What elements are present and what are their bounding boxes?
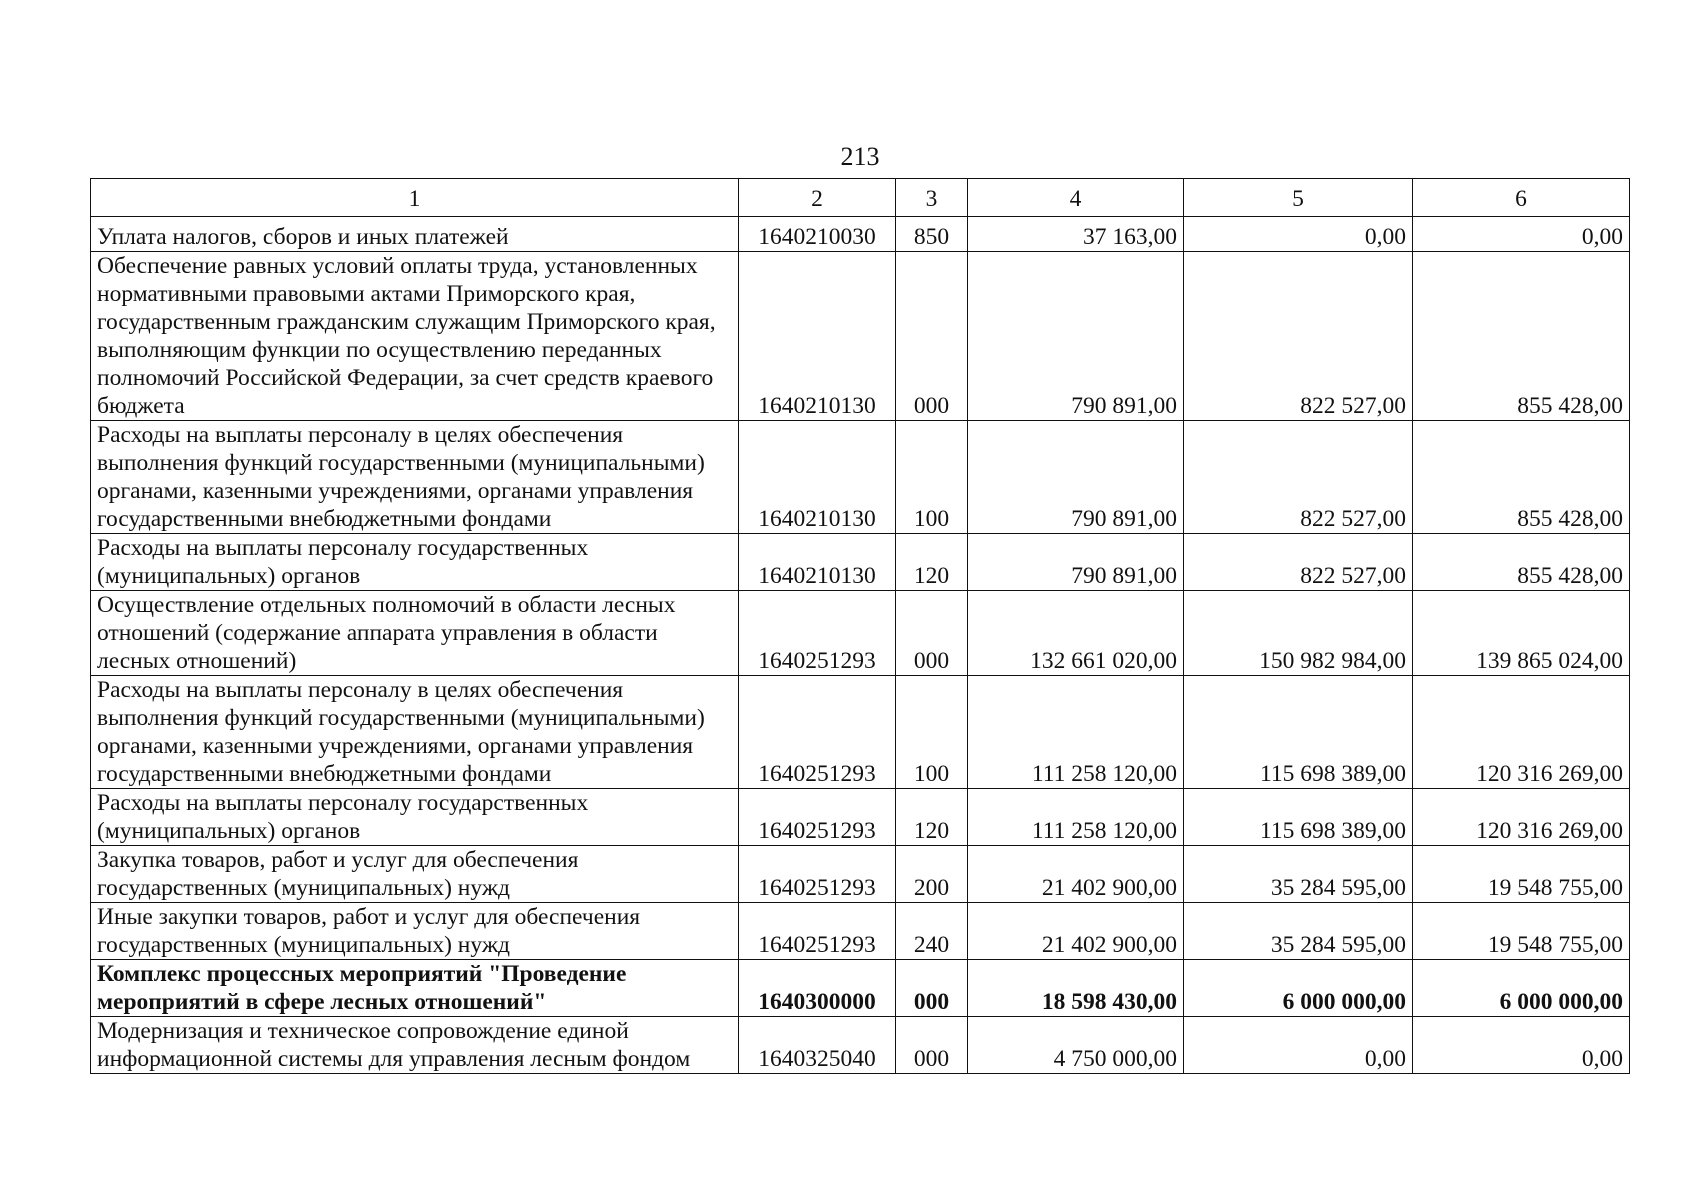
- row-code-cell: 1640251293: [739, 676, 896, 789]
- row-type-cell: 120: [896, 789, 968, 846]
- row-type-cell: 000: [896, 960, 968, 1017]
- column-header: 5: [1184, 179, 1413, 217]
- row-value-col6: 855 428,00: [1413, 534, 1630, 591]
- row-value-col6: 6 000 000,00: [1413, 960, 1630, 1017]
- table-row: [91, 676, 1630, 789]
- table-header-row: [91, 179, 1630, 217]
- row-value-col4: 18 598 430,00: [968, 960, 1184, 1017]
- row-value-col5: 822 527,00: [1184, 421, 1413, 534]
- row-value-col6: 0,00: [1413, 217, 1630, 252]
- row-value-col4: 4 750 000,00: [968, 1017, 1184, 1074]
- row-value-col5: 115 698 389,00: [1184, 789, 1413, 846]
- row-value-col4: 111 258 120,00: [968, 676, 1184, 789]
- row-type-cell: 000: [896, 252, 968, 421]
- row-value-col5: 822 527,00: [1184, 534, 1413, 591]
- row-value-col4: 21 402 900,00: [968, 846, 1184, 903]
- row-name-cell: Иные закупки товаров, работ и услуг для обеспечения государственных (муниципальных) нужд: [91, 903, 739, 960]
- row-value-col6: 120 316 269,00: [1413, 676, 1630, 789]
- column-header: 2: [739, 179, 896, 217]
- table-row: [91, 960, 1630, 1017]
- row-code-cell: 1640210130: [739, 421, 896, 534]
- table-row: [91, 217, 1630, 252]
- row-type-cell: 000: [896, 1017, 968, 1074]
- row-code-cell: 1640210130: [739, 252, 896, 421]
- row-value-col4: 132 661 020,00: [968, 591, 1184, 676]
- row-name-cell: Закупка товаров, работ и услуг для обеспечения государственных (муниципальных) нужд: [91, 846, 739, 903]
- row-value-col4: 790 891,00: [968, 534, 1184, 591]
- row-name-cell: Осуществление отдельных полномочий в области лесных отношений (содержание аппарата управления в области лесных отношений): [91, 591, 739, 676]
- row-value-col6: 19 548 755,00: [1413, 903, 1630, 960]
- row-type-cell: 850: [896, 217, 968, 252]
- column-header: 6: [1413, 179, 1630, 217]
- row-value-col4: 790 891,00: [968, 421, 1184, 534]
- row-type-cell: 000: [896, 591, 968, 676]
- row-value-col5: 822 527,00: [1184, 252, 1413, 421]
- row-code-cell: 1640251293: [739, 789, 896, 846]
- table-row: [91, 252, 1630, 421]
- table-row: [91, 1017, 1630, 1074]
- row-value-col4: 21 402 900,00: [968, 903, 1184, 960]
- row-name-cell: Расходы на выплаты персоналу в целях обеспечения выполнения функций государственными (муниципальными) органами, казенными учреждениями, органами управления государственными внебюджетными фондами: [91, 421, 739, 534]
- row-value-col4: 111 258 120,00: [968, 789, 1184, 846]
- row-name-cell: Модернизация и техническое сопровождение единой информационной системы для управления лесным фондом: [91, 1017, 739, 1074]
- row-name-cell: Расходы на выплаты персоналу государственных (муниципальных) органов: [91, 789, 739, 846]
- column-header: 1: [91, 179, 739, 217]
- row-type-cell: 100: [896, 676, 968, 789]
- row-type-cell: 100: [896, 421, 968, 534]
- row-value-col6: 855 428,00: [1413, 421, 1630, 534]
- row-name-cell: Комплекс процессных мероприятий "Проведение мероприятий в сфере лесных отношений": [91, 960, 739, 1017]
- row-value-col5: 115 698 389,00: [1184, 676, 1413, 789]
- row-code-cell: 1640300000: [739, 960, 896, 1017]
- table-row: [91, 789, 1630, 846]
- row-value-col6: 120 316 269,00: [1413, 789, 1630, 846]
- row-value-col5: 150 982 984,00: [1184, 591, 1413, 676]
- row-name-cell: Обеспечение равных условий оплаты труда, установленных нормативными правовыми актами Приморского края, государственным гражданским служащим Приморского края, выполняющим функции по осуществлению переданных полномочий Российской Федерации, за счет средств краевого бюджета: [91, 252, 739, 421]
- row-name-cell: Расходы на выплаты персоналу государственных (муниципальных) органов: [91, 534, 739, 591]
- row-value-col5: 35 284 595,00: [1184, 846, 1413, 903]
- table-row: [91, 534, 1630, 591]
- row-value-col5: 0,00: [1184, 217, 1413, 252]
- table-row: [91, 903, 1630, 960]
- budget-table: [90, 178, 1630, 1074]
- row-code-cell: 1640251293: [739, 591, 896, 676]
- column-header: 4: [968, 179, 1184, 217]
- row-value-col5: 0,00: [1184, 1017, 1413, 1074]
- row-name-cell: Уплата налогов, сборов и иных платежей: [91, 217, 739, 252]
- row-code-cell: 1640251293: [739, 903, 896, 960]
- table-row: [91, 421, 1630, 534]
- page-number: 213: [840, 142, 880, 171]
- table-row: [91, 591, 1630, 676]
- row-type-cell: 240: [896, 903, 968, 960]
- table-row: [91, 846, 1630, 903]
- row-value-col6: 19 548 755,00: [1413, 846, 1630, 903]
- column-header: 3: [896, 179, 968, 217]
- row-value-col6: 139 865 024,00: [1413, 591, 1630, 676]
- row-type-cell: 120: [896, 534, 968, 591]
- row-value-col6: 0,00: [1413, 1017, 1630, 1074]
- row-value-col4: 790 891,00: [968, 252, 1184, 421]
- table-body: [91, 217, 1630, 1074]
- row-value-col5: 6 000 000,00: [1184, 960, 1413, 1017]
- row-name-cell: Расходы на выплаты персоналу в целях обеспечения выполнения функций государственными (муниципальными) органами, казенными учреждениями, органами управления государственными внебюджетными фондами: [91, 676, 739, 789]
- row-code-cell: 1640251293: [739, 846, 896, 903]
- row-value-col5: 35 284 595,00: [1184, 903, 1413, 960]
- row-code-cell: 1640210030: [739, 217, 896, 252]
- row-code-cell: 1640325040: [739, 1017, 896, 1074]
- row-code-cell: 1640210130: [739, 534, 896, 591]
- row-value-col6: 855 428,00: [1413, 252, 1630, 421]
- row-value-col4: 37 163,00: [968, 217, 1184, 252]
- row-type-cell: 200: [896, 846, 968, 903]
